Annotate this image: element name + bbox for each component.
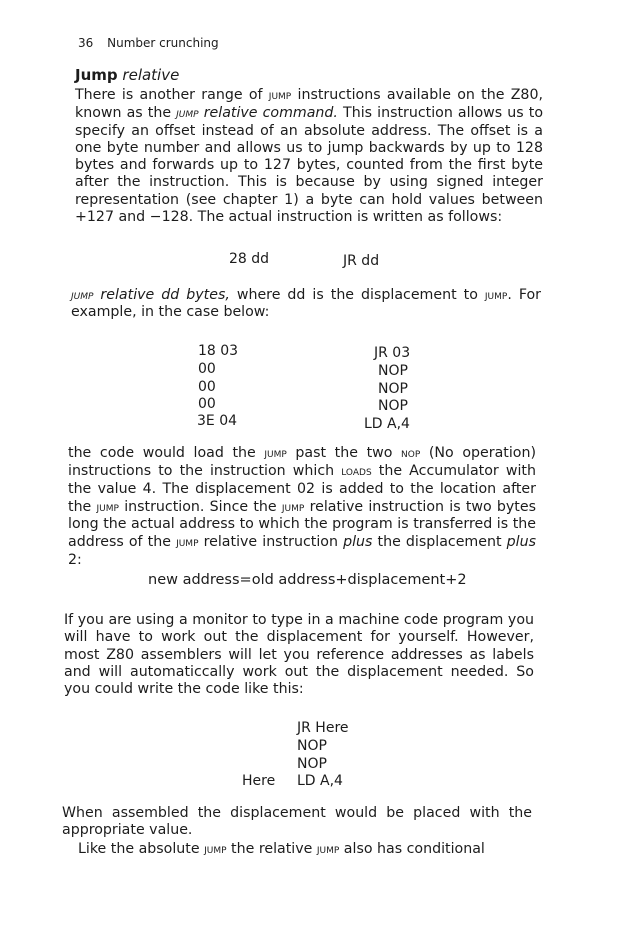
code-hex-line: 00 (198, 396, 216, 412)
address-formula: new address=old address+displacement+2 (148, 572, 467, 588)
code-label: Here (242, 773, 276, 789)
italic-plus: plus (506, 534, 536, 551)
text: the relative (226, 840, 317, 857)
text: There is another range of (75, 87, 269, 103)
small-caps-jump: jump (264, 445, 287, 460)
small-caps-jump: jump (484, 287, 508, 302)
paragraph-assembled (62, 805, 532, 858)
text: instruction. Since the (118, 498, 282, 515)
code-label-line: JR Here (297, 720, 349, 736)
running-header (78, 36, 219, 50)
section-heading (75, 66, 179, 84)
text: where dd is the displacement to (229, 287, 485, 303)
text: the displacement (372, 534, 507, 551)
paragraph-intro (75, 86, 543, 226)
small-caps-jump: jump (316, 840, 340, 856)
code-hex: 28 dd (229, 251, 270, 267)
text: the Accumulator with the value 4. The displacement 02 is added to the location after the (68, 463, 536, 515)
text: relative instruction is two bytes long the actual address to which the program is transferred is the address of the (68, 498, 536, 551)
paragraph-explanation (68, 444, 536, 569)
small-caps-jump: jump (204, 840, 227, 856)
code-label-line: NOP (297, 738, 327, 754)
text: 2: (68, 551, 82, 568)
code-asm-line: NOP (378, 381, 408, 397)
code-hex-line: 00 (198, 361, 216, 377)
code-hex-line: 3E 04 (197, 413, 238, 429)
text: When assembled the displacement would be placed with the appropriate value. (62, 805, 532, 839)
code-label-line: LD A,4 (297, 773, 343, 789)
text: relative command. (198, 105, 338, 122)
code-hex-line: 18 03 (198, 343, 239, 359)
text: the code would load the (68, 445, 265, 461)
text: relative dd bytes, (93, 287, 230, 303)
small-caps-jump: jump (71, 287, 94, 302)
code-asm-line: NOP (378, 398, 408, 414)
italic-plus: plus (343, 534, 373, 551)
page-number: 36 (78, 36, 94, 50)
small-caps-jump: jump (281, 498, 305, 514)
small-caps-jump: jump (96, 498, 119, 514)
code-asm-line: LD A,4 (364, 416, 410, 432)
text: (No operation) instructions to the instruction which (68, 445, 536, 480)
text: This instruction allows us to specify an offset instead of an absolute address. The offset is a one byte number and allows us to jump backwards by up to 128 bytes and forwards up to 127 bytes, counted from the first byte after the instruction. This is because by using signed integer representation (see chapter 1) a byte can hold values between +127 and −128. The actual instruction is written as follows: (75, 105, 544, 226)
code-asm: JR dd (343, 253, 380, 269)
paragraph-syntax (71, 286, 541, 322)
small-caps-nop: nop (401, 445, 421, 460)
running-title: Number crunching (107, 36, 219, 50)
code-label-line: NOP (297, 756, 327, 772)
small-caps-loads: loads (341, 463, 372, 479)
heading-bold: Jump (75, 66, 118, 84)
text: Like the absolute (78, 840, 205, 857)
text: relative instruction (198, 534, 344, 551)
code-asm-line: NOP (378, 363, 408, 379)
text: . For example, in the case below: (71, 287, 541, 321)
code-hex-line: 00 (198, 379, 216, 395)
text: instructions available on the Z80, known as the (75, 87, 543, 122)
text: also has conditional (339, 840, 485, 857)
heading-italic: relative (122, 66, 180, 84)
paragraph-assemblers: If you are using a monitor to type in a machine code program you will have to work out the displacement for yourself. However, most Z80 assemblers will let you reference addresses as labels and will automaticcally work out the displacement needed. So you could write the code like this: (64, 612, 534, 698)
small-caps-jump: jump (176, 534, 199, 550)
small-caps-jump: jump (176, 105, 199, 121)
code-asm-line: JR 03 (374, 345, 411, 361)
small-caps-jump: jump (268, 87, 292, 102)
text: past the two (286, 445, 402, 461)
